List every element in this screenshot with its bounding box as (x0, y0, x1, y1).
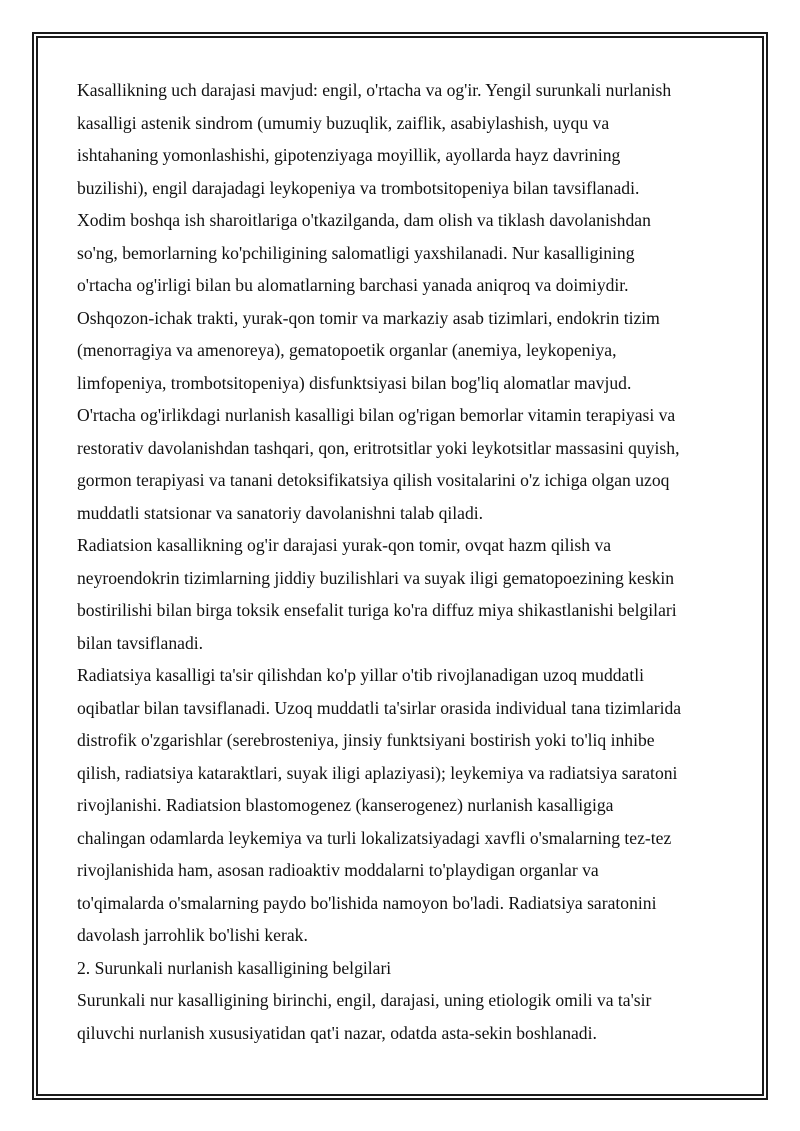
text-line: qiluvchi nurlanish xususiyatidan qat'i nazar, odatda asta-sekin boshlanadi. (77, 1022, 597, 1043)
document-body (77, 74, 727, 1049)
text-line: bilan tavsiflanadi. (77, 632, 204, 653)
text-line: Oshqozon-ichak trakti, yurak-qon tomir va markaziy asab tizimlari, endokrin tizim (77, 307, 660, 328)
text-line: muddatli statsionar va sanatoriy davolanishni talab qiladi. (77, 502, 484, 523)
text-line: to'qimalarda o'smalarning paydo bo'lishida namoyon bo'ladi. Radiatsiya saratonini (77, 892, 657, 913)
text-line: bostirilishi bilan birga toksik ensefalit turiga ko'ra diffuz miya shikastlanishi belgilari (77, 600, 677, 620)
text-line: oqibatlar bilan tavsiflanadi. Uzoq muddatli ta'sirlar orasida individual tana tizimlarida (77, 697, 682, 718)
text-line: distrofik o'zgarishlar (serebrosteniya, jinsiy funktsiyani bostirish yoki to'liq inhibe (77, 730, 655, 750)
text-line: Radiatsion kasallikning og'ir darajasi yurak-qon tomir, ovqat hazm qilish va (77, 535, 612, 555)
text-line: O'rtacha og'irlikdagi nurlanish kasalligi bilan og'rigan bemorlar vitamin terapiyasi va (77, 405, 676, 425)
text-line: ishtahaning yomonlashishi, gipotenziyaga moyillik, ayollarda hayz davrining (77, 145, 621, 165)
text-line: Xodim boshqa ish sharoitlariga o'tkazilganda, dam olish va tiklash davolanishdan (77, 210, 651, 230)
section-heading: 2. Surunkali nurlanish kasalligining belgilari (77, 957, 392, 978)
text-line: limfopeniya, trombotsitopeniya) disfunktsiyasi bilan bog'liq alomatlar mavjud. (77, 372, 632, 393)
text-line: kasalligi astenik sindrom (umumiy buzuqlik, zaiflik, asabiylashish, uyqu va (77, 112, 610, 133)
text-line: o'rtacha og'irligi bilan bu alomatlarning barchasi yanada aniqroq va doimiydir. (77, 275, 629, 295)
text-line: Surunkali nur kasalligining birinchi, engil, darajasi, uning etiologik omili va ta'sir (77, 990, 652, 1010)
text-line: Kasallikning uch darajasi mavjud: engil, o'rtacha va og'ir. Yengil surunkali nurlanish (77, 80, 672, 100)
text-line: so'ng, bemorlarning ko'pchiligining salomatligi yaxshilanadi. Nur kasalligining (77, 242, 635, 263)
text-line: Radiatsiya kasalligi ta'sir qilishdan ko'p yillar o'tib rivojlanadigan uzoq muddatli (77, 665, 645, 685)
text-line: chalingan odamlarda leykemiya va turli lokalizatsiyadagi xavfli o'smalarning tez-tez (77, 827, 672, 848)
text-line: gormon terapiyasi va tanani detoksifikatsiya qilish vositalarini o'z ichiga olgan uzoq (77, 470, 670, 490)
text-line: qilish, radiatsiya kataraktlari, suyak iligi aplaziyasi); leykemiya va radiatsiya saratoni (77, 762, 678, 783)
text-line: rivojlanishi. Radiatsion blastomogenez (kanserogenez) nurlanish kasalligiga (77, 795, 614, 815)
text-line: buzilishi), engil darajadagi leykopeniya va trombotsitopeniya bilan tavsiflanadi. (77, 177, 640, 198)
text-line: davolash jarrohlik bo'lishi kerak. (77, 925, 308, 945)
text-line: (menorragiya va amenoreya), gematopoetik organlar (anemiya, leykopeniya, (77, 340, 617, 360)
text-line: rivojlanishida ham, asosan radioaktiv moddalarni to'playdigan organlar va (77, 860, 599, 880)
text-line: restorativ davolanishdan tashqari, qon, eritrotsitlar yoki leykotsitlar massasini quyish, (77, 437, 680, 458)
text-line: neyroendokrin tizimlarning jiddiy buzilishlari va suyak iligi gematopoezining keskin (77, 567, 675, 588)
